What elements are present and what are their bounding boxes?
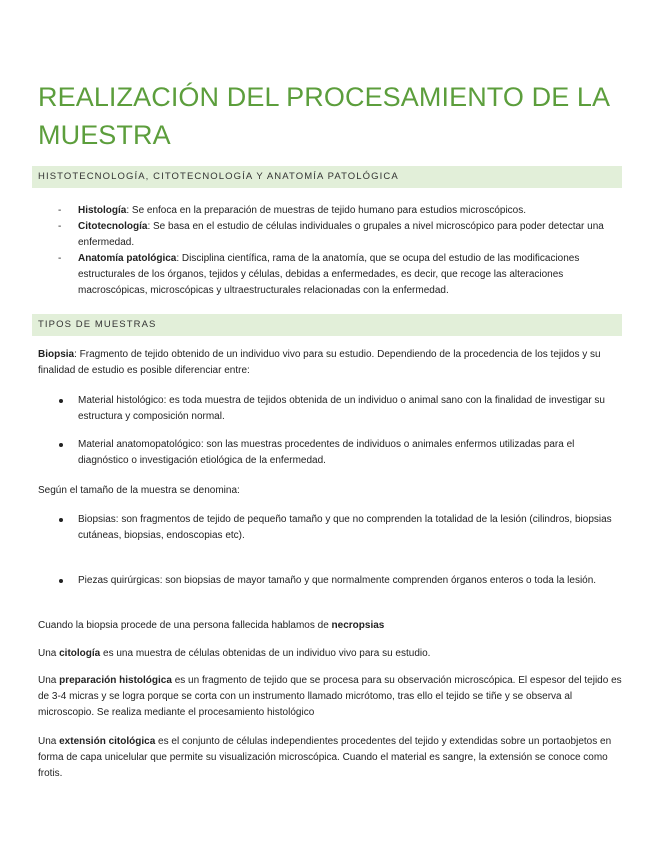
preparacion-paragraph (38, 673, 622, 721)
citologia-paragraph (38, 646, 622, 662)
definition-text: : Disciplina científica, rama de la anatomía, que se ocupa del estudio de las modificaciones estructurales de los órganos, tejidos y células, debidas a enfermedades, es decir, que recoge las alteraciones macroscópicas, microscópicas y ultraestructurales relacionadas con la enfermedad. (78, 253, 580, 296)
extension-paragraph (38, 734, 622, 782)
list-item: - Anatomía patológica: Disciplina científica, rama de la anatomía, que se ocupa del estudio de las modificaciones estructurales de los órganos, tejidos y células, debidas a enfermedades, es decir, que recoge las alteraciones macroscópicas, microscópicas y ultraestructurales relacionadas con la enfermedad. (58, 253, 580, 296)
size-types-list (78, 512, 623, 544)
term-biopsia: Biopsia (38, 349, 75, 360)
paragraph-text: Una (38, 675, 60, 686)
paragraph-text: es un fragmento de tejido que se procesa para su observación microscópica. El espesor del tejido es de 3-4 micras y se logra porque se corta con un instrumento llamado micrótomo, tras ello el tejido se tiñe y se observa al microscopio. Se realiza mediante el procesamiento histológico (38, 675, 622, 718)
term-anatomia-patologica: Anatomía patológica (78, 253, 177, 264)
definition-text: : Se basa en el estudio de células individuales o grupales a nivel microscópico para poder detectar una enfermedad. (78, 221, 604, 248)
material-types-list-2 (78, 437, 623, 469)
section-heading-text: HISTOTECNOLOGÍA, CITOTECNOLOGÍA Y ANATOMÍA PATOLÓGICA (38, 171, 399, 182)
term-histologia: Histología (78, 205, 127, 216)
paragraph-text: es una muestra de células obtenidas de un individuo vivo para su estudio. (100, 648, 431, 659)
term-citologia: citología (59, 648, 101, 659)
definition-text: : Se enfoca en la preparación de muestras de tejido humano para estudios microscópicos. (126, 205, 527, 216)
term-necropsias: necropsias (331, 620, 385, 631)
paragraph-text: Una (38, 648, 60, 659)
section-heading-text: TIPOS DE MUESTRAS (38, 319, 157, 330)
paragraph-text: : Fragmento de tejido obtenido de un individuo vivo para su estudio. Dependiendo de la procedencia de los tejidos y su finalidad de estudio es posible diferenciar entre: (38, 349, 601, 376)
list-item: - Citotecnología: Se basa en el estudio de células individuales o grupales a nivel microscópico para poder detectar una enfermedad. (58, 221, 604, 248)
section-heading-histotecnologia (32, 166, 622, 188)
biopsia-paragraph (38, 347, 622, 379)
term-extension-citologica: extensión citológica (59, 736, 156, 747)
term-citotecnologia: Citotecnología (78, 221, 148, 232)
list-item-text: Piezas quirúrgicas: son biopsias de mayor tamaño y que normalmente comprenden órganos enteros o toda la lesión. (78, 575, 597, 586)
necropsia-paragraph (38, 618, 622, 634)
size-types-list-2 (78, 573, 623, 589)
term-preparacion-histologica: preparación histológica (59, 675, 172, 686)
paragraph-text: Una (38, 736, 60, 747)
list-item-text: Material histológico: es toda muestra de tejidos obtenida de un individuo o animal sano con la finalidad de investigar su estructura y composición normal. (78, 395, 605, 422)
list-item: - Histología: Se enfoca en la preparación de muestras de tejido humano para estudios microscópicos. (58, 205, 527, 216)
paragraph-text: es el conjunto de células independientes procedentes del tejido y extendidas sobre un portaobjetos en forma de capa unicelular que permite su visualización microscópica. Cuando el material es sangre, la extensión se conoce como frotis. (38, 736, 612, 779)
section-heading-tipos-muestras (32, 314, 622, 336)
definitions-list (58, 203, 623, 299)
list-item (78, 437, 623, 469)
list-item (78, 573, 623, 589)
list-item-text-continued: cutáneas, biopsias, endoscopias etc). (78, 530, 245, 541)
paragraph-text: Cuando la biopsia procede de una persona fallecida hablamos de (38, 620, 332, 631)
list-item-text: Material anatomopatológico: son las muestras procedentes de individuos o animales enfermos utilizadas para el diagnóstico o investigación etiológica de la enfermedad. (78, 439, 575, 466)
list-item (78, 393, 623, 425)
material-types-list (78, 393, 623, 425)
size-intro: Según el tamaño de la muestra se denomina: (38, 485, 240, 496)
page-title: REALIZACIÓN DEL PROCESAMIENTO DE LA MUESTRA (38, 82, 609, 150)
list-item (78, 512, 623, 544)
list-item-text: Biopsias: son fragmentos de tejido de pequeño tamaño y que no comprenden la totalidad de la lesión (cilindros, biopsias (78, 514, 612, 525)
